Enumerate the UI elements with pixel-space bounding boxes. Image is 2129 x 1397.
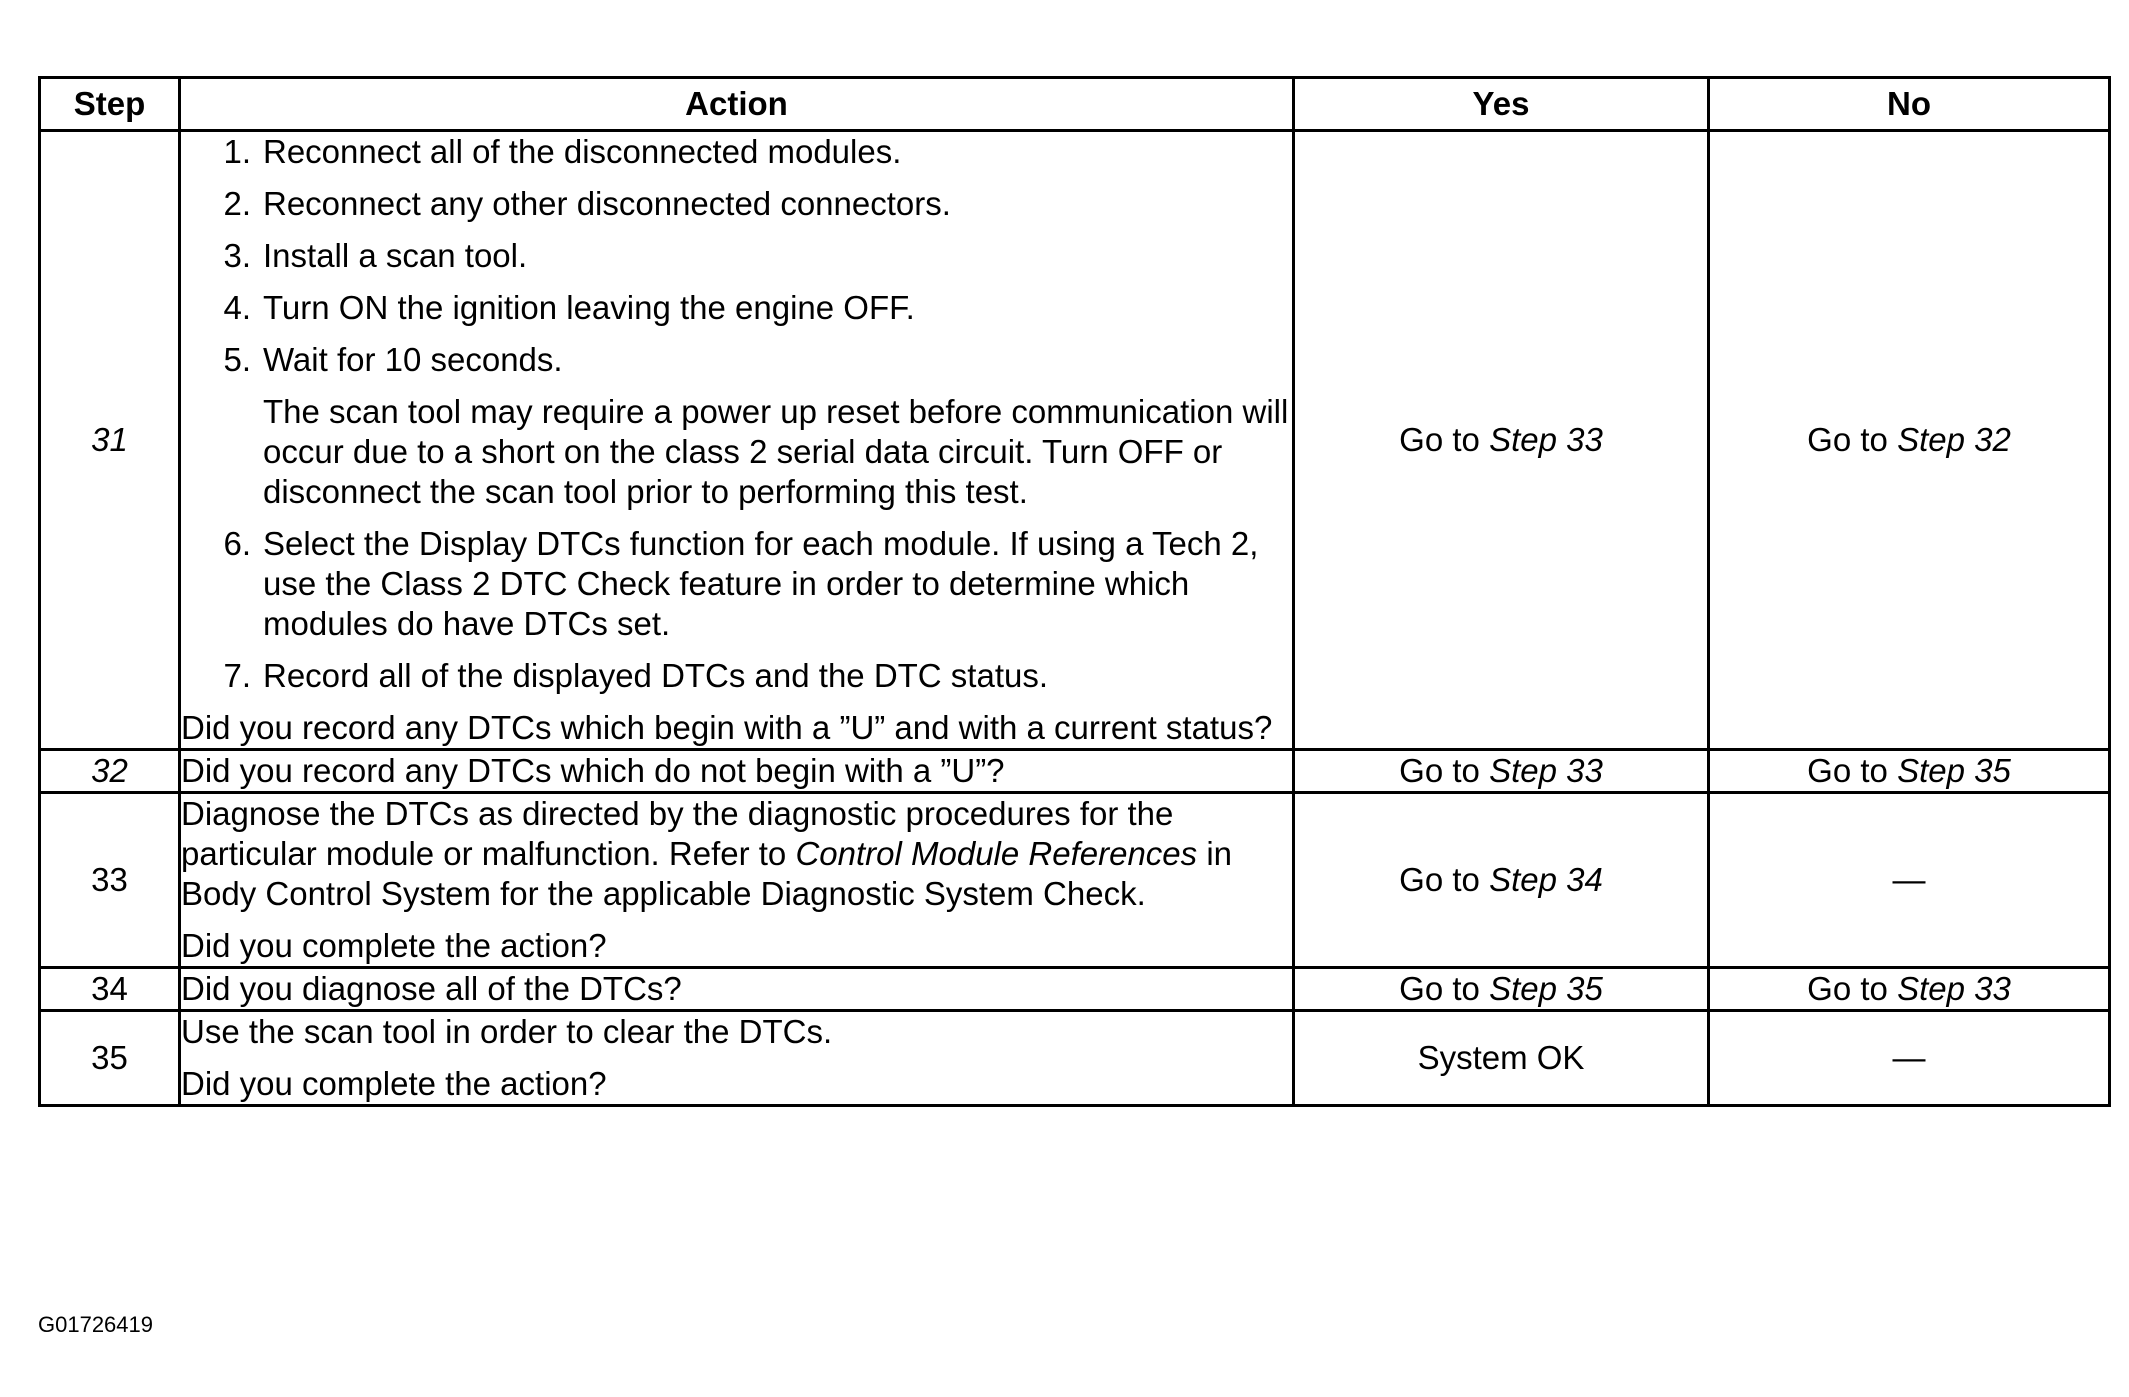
step-number: 33 (40, 793, 180, 968)
action-cell (180, 131, 1294, 750)
list-item: 3. Install a scan tool. (223, 237, 528, 274)
table-row-step-35 (40, 1011, 2110, 1106)
action-question: Did you diagnose all of the DTCs? (181, 970, 682, 1007)
list-item: 1. Reconnect all of the disconnected modules. (223, 133, 902, 170)
action-question: Did you record any DTCs which do not begin with a ”U”? (181, 752, 1005, 789)
yes-step-link: Step 35 (1489, 970, 1603, 1007)
header-no: No (1709, 78, 2110, 131)
action-cell (180, 793, 1294, 968)
header-row (40, 78, 2110, 131)
action-question: Did you record any DTCs which begin with a ”U” and with a current status? (181, 709, 1273, 746)
table-row-step-32 (40, 750, 2110, 793)
action-question: Did you complete the action? (181, 1065, 607, 1102)
yes-cell: Go to Step 33 (1294, 750, 1709, 793)
table-row-step-31 (40, 131, 2110, 750)
no-step-link: Step 33 (1897, 970, 2011, 1007)
table-row-step-34 (40, 968, 2110, 1011)
action-steps-list-continued (181, 524, 1292, 696)
action-cell (180, 750, 1294, 793)
action-cell (180, 1011, 1294, 1106)
yes-cell: System OK (1294, 1011, 1709, 1106)
yes-cell: Go to Step 35 (1294, 968, 1709, 1011)
reference-link: Control Module References (795, 835, 1198, 872)
table-row-step-33 (40, 793, 2110, 968)
no-step-link: Step 35 (1897, 752, 2011, 789)
no-cell: — (1709, 793, 2110, 968)
list-item: 7. Record all of the displayed DTCs and the DTC status. (223, 657, 1049, 694)
figure-id: G01726419 (38, 1312, 153, 1337)
step-number: 35 (40, 1011, 180, 1106)
no-cell: — (1709, 1011, 2110, 1106)
diagnostic-table (38, 76, 2111, 1107)
no-step-link: Step 32 (1897, 421, 2011, 458)
action-paragraph: Diagnose the DTCs as directed by the diagnostic procedures for the particular module or malfunction. Refer to Control Module References in Body Control System for the applicable Diagnostic System Check. (181, 795, 1233, 912)
header-action: Action (180, 78, 1294, 131)
action-note: The scan tool may require a power up reset before communication will occur due to a short on the class 2 serial data circuit. Turn OFF or disconnect the scan tool prior to performing this test. (263, 393, 1289, 510)
step-number: 32 (40, 750, 180, 793)
yes-cell: Go to Step 34 (1294, 793, 1709, 968)
header-step: Step (40, 78, 180, 131)
yes-step-link: Step 33 (1489, 421, 1603, 458)
yes-cell: Go to Step 33 (1294, 131, 1709, 750)
no-cell: Go to Step 35 (1709, 750, 2110, 793)
list-item: 6. Select the Display DTCs function for each module. If using a Tech 2, use the Class 2 DTC Check feature in order to determine which modules do have DTCs set. (223, 525, 1259, 642)
yes-step-link: Step 34 (1489, 861, 1603, 898)
action-paragraph: Use the scan tool in order to clear the DTCs. (181, 1013, 833, 1050)
list-item: 5. Wait for 10 seconds. (223, 341, 563, 378)
step-number: 31 (40, 131, 180, 750)
yes-step-link: Step 33 (1489, 752, 1603, 789)
no-cell: Go to Step 32 (1709, 131, 2110, 750)
action-cell (180, 968, 1294, 1011)
action-question: Did you complete the action? (181, 927, 607, 964)
no-cell: Go to Step 33 (1709, 968, 2110, 1011)
list-item: 2. Reconnect any other disconnected connectors. (223, 185, 951, 222)
step-number: 34 (40, 968, 180, 1011)
action-steps-list (181, 132, 1292, 380)
list-item: 4. Turn ON the ignition leaving the engine OFF. (223, 289, 915, 326)
header-yes: Yes (1294, 78, 1709, 131)
